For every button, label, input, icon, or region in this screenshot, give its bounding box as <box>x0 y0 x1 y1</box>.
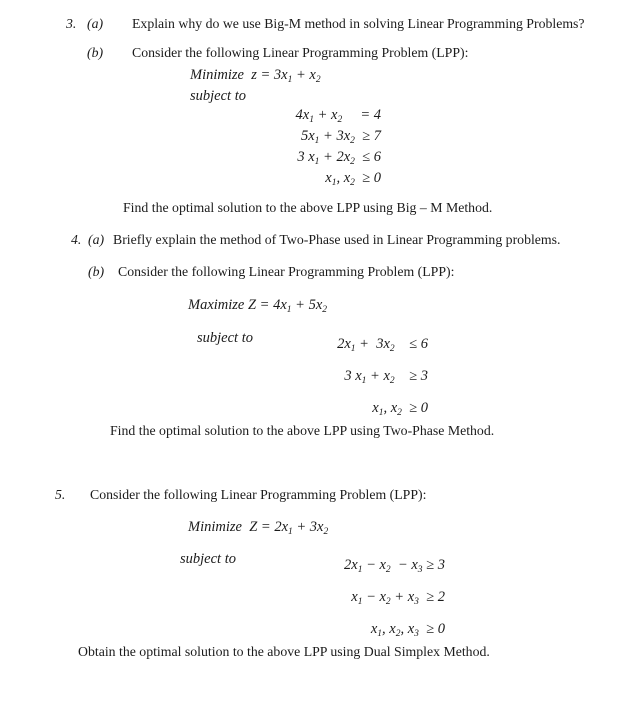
question-3b-text: Consider the following Linear Programming Problem (LPP): <box>132 45 469 60</box>
question-3-instruction: Find the optimal solution to the above LPP using Big – M Method. <box>123 200 493 215</box>
constraint-line: $4x_1 + x_2$ = 4 <box>295 107 381 125</box>
question-4-constraints <box>0 328 428 424</box>
question-4a-text: Briefly explain the method of Two-Phase used in Linear Programming problems. <box>113 232 561 247</box>
question-3-subject-to-label: subject to <box>190 88 246 104</box>
question-5-instruction: Obtain the optimal solution to the above LPP using Dual Simplex Method. <box>78 644 490 659</box>
question-4-subject-to-label: subject to <box>197 330 253 346</box>
constraint-line: $2x_1 - x_2 - x_3 \ge 3$ <box>344 557 445 575</box>
question-3-number: 3. <box>66 16 77 31</box>
question-3-objective: Minimize $z = 3x_1 + x_2$ <box>190 67 321 85</box>
question-3a-text: Explain why do we use Big-M method in solving Linear Programming Problems? <box>132 16 585 31</box>
question-5-subject-to-label: subject to <box>180 551 236 567</box>
question-5-intro-text: Consider the following Linear Programming Problem (LPP): <box>90 487 427 502</box>
question-4b-text: Consider the following Linear Programming Problem (LPP): <box>118 264 455 279</box>
question-4-number: 4. <box>71 232 82 247</box>
question-4a-label: (a) <box>88 232 105 247</box>
question-5-objective: Minimize $Z = 2x_1 + 3x_2$ <box>188 519 329 537</box>
question-4b-label: (b) <box>88 264 105 279</box>
question-4-objective: Maximize $Z = 4x_1 + 5x_2$ <box>188 297 328 315</box>
constraint-line: $x_1$, $x_2 \ge 0$ <box>372 400 428 418</box>
constraint-line: 3 $x_1 + 2x_2 \le 6$ <box>297 149 381 167</box>
constraint-line: $x_1 - x_2 + x_3 \ge 2$ <box>351 589 445 607</box>
constraint-line: $x_1$, $x_2 \ge 0$ <box>325 170 381 188</box>
constraint-line: $x_1$, $x_2$, $x_3 \ge 0$ <box>370 621 445 639</box>
constraint-line: $5x_1 + 3x_2 \ge 7$ <box>300 128 381 146</box>
question-4-instruction: Find the optimal solution to the above LPP using Two-Phase Method. <box>110 423 495 438</box>
question-3b-label: (b) <box>87 45 104 60</box>
question-5-number: 5. <box>55 487 66 502</box>
constraint-line: 3 $x_1 + x_2$ ≥ 3 <box>344 368 428 386</box>
question-5-constraints <box>0 549 445 645</box>
question-3a-label: (a) <box>87 16 104 31</box>
question-3-constraints <box>0 105 381 189</box>
constraint-line: $2x_1 + 3x_2$ ≤ 6 <box>337 336 428 354</box>
